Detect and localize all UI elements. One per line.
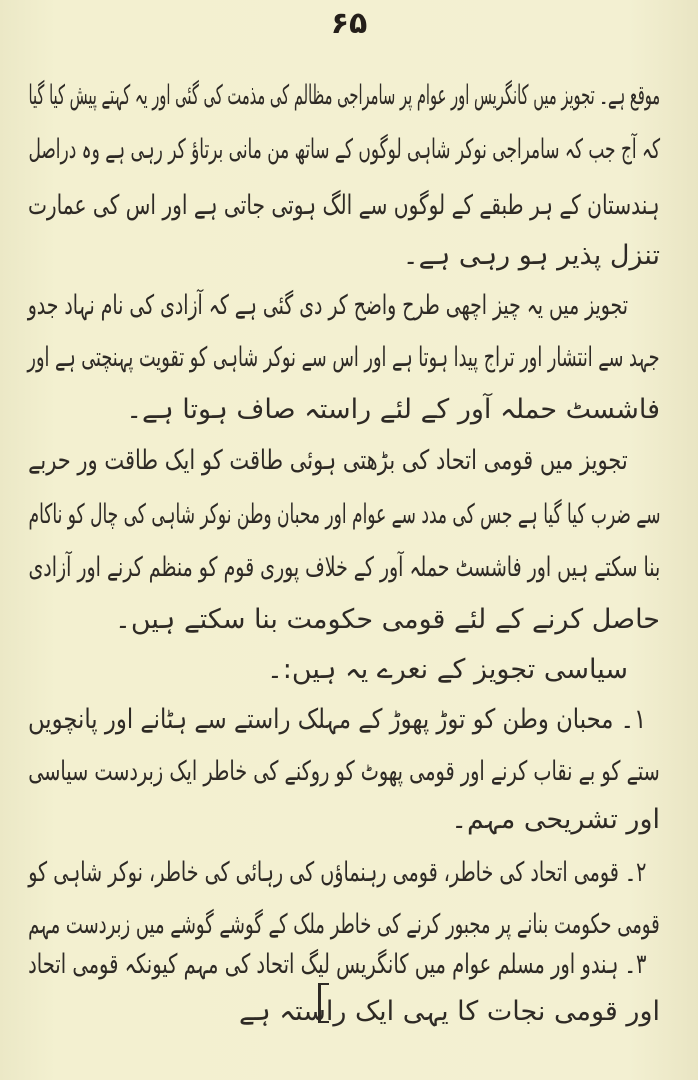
- text-line-12: سیاسی تجویز کے نعرے یہ ہیں:۔: [266, 654, 628, 685]
- text-line-15: اور تشریحی مہم۔: [451, 804, 660, 835]
- text-line-17: قومی حکومت بنانے پر مجبور کرنے کی خاطر ملک کے گوشے گوشے میں زبردست مہم: [28, 909, 660, 940]
- page-number: ۶۵: [330, 6, 368, 41]
- text-line-7: فاشسٹ حملہ آور کے لئے راستہ صاف ہوتا ہے۔: [126, 394, 660, 425]
- text-line-13: ۱۔ محبان وطن کو توڑ پھوڑ کے مہلک راستے سے ہٹانے اور پانچویں: [27, 704, 646, 735]
- text-line-4: تنزل پذیر ہو رہی ہے۔: [402, 240, 660, 271]
- text-line-3: ہندستان کے ہر طبقے کے لوگوں سے الگ ہوتی جاتی ہے اور اس کی عمارت: [28, 190, 660, 221]
- closing-bracket: [318, 983, 329, 1023]
- text-line-1: موقع ہے۔ تجویز میں کانگریس اور عوام پر سامراجی مظالم کی مذمت کی گئی اور یہ کہتے پیش کیا گیا: [28, 80, 660, 111]
- text-line-5: تجویز میں یہ چیز اچھی طرح واضح کر دی گئی ہے کہ آزادی کی نام نہاد جدو: [27, 290, 628, 321]
- text-line-9: سے ضرب کیا گیا ہے جس کی مدد سے عوام اور محبان وطن نوکر شاہی کی چال کو ناکام: [28, 499, 660, 530]
- text-line-6: جہد سے انتشار اور تراج پیدا ہوتا ہے اور اس سے نوکر شاہی کو تقویت پہنچتی ہے اور: [27, 342, 660, 373]
- text-line-2: کہ آج جب کہ سامراجی نوکر شاہی لوگوں کے ساتھ من مانی برتاؤ کر رہی ہے وہ دراصل: [28, 134, 660, 165]
- text-line-19: اور قومی نجات کا یہی ایک راستہ ہے: [239, 996, 660, 1027]
- text-line-11: حاصل کرنے کے لئے قومی حکومت بنا سکتے ہیں۔: [115, 604, 660, 635]
- text-line-10: بنا سکتے ہیں اور فاشسٹ حملہ آور کے خلاف پوری قوم کو منظم کرنے اور آزادی: [28, 552, 660, 583]
- text-line-8: تجویز میں قومی اتحاد کی بڑھتی ہوئی طاقت کو ایک طاقت ور حربے: [28, 445, 628, 476]
- text-line-16: ۲۔ قومی اتحاد کی خاطر، قومی رہنماؤں کی رہائی کی خاطر، نوکر شاہی کو: [27, 857, 646, 888]
- text-line-14: ستے کو بے نقاب کرنے اور قومی پھوٹ کو روکنے کی خاطر ایک زبردست سیاسی: [28, 756, 660, 787]
- text-line-18: ۳۔ ہندو اور مسلم عوام میں کانگریس لیگ اتحاد کی مہم کیونکہ قومی اتحاد: [27, 949, 646, 980]
